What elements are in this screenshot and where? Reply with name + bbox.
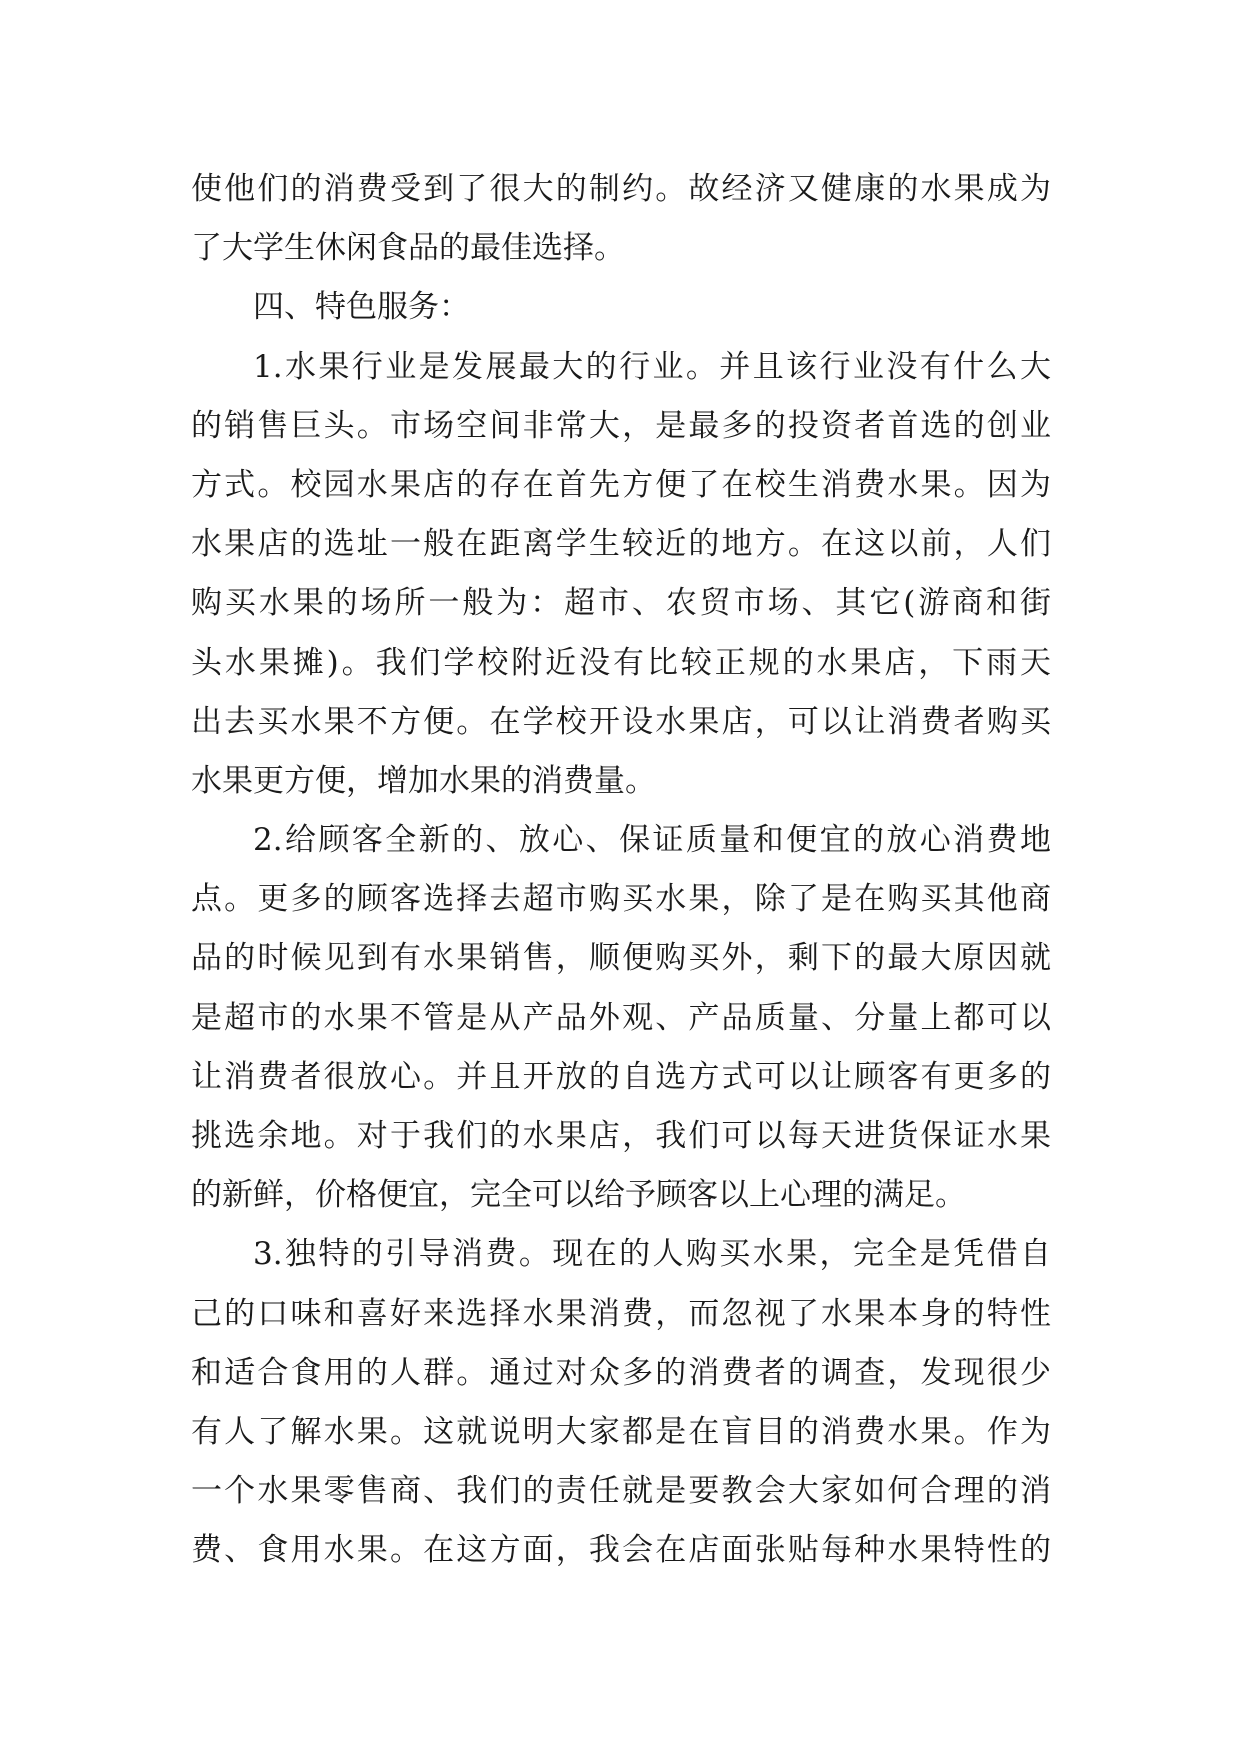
text-line: 水果更方便，增加水果的消费量。 — [191, 762, 656, 799]
text-line: 是超市的水果不管是从产品外观、产品质量、分量上都可以 — [191, 999, 1051, 1036]
text-line: 费、食用水果。在这方面，我会在店面张贴每种水果特性的 — [191, 1532, 1051, 1569]
text-line: 头水果摊)。我们学校附近没有比较正规的水果店，下雨天 — [191, 644, 1051, 681]
text-line: 出去买水果不方便。在学校开设水果店，可以让消费者购买 — [191, 703, 1051, 740]
text-line: 和适合食用的人群。通过对众多的消费者的调查，发现很少 — [191, 1354, 1051, 1391]
text-line: 方式。校园水果店的存在首先方便了在校生消费水果。因为 — [191, 466, 1051, 503]
text-line: 有人了解水果。这就说明大家都是在盲目的消费水果。作为 — [191, 1413, 1051, 1450]
text-line: 的新鲜，价格便宜，完全可以给予顾客以上心理的满足。 — [191, 1177, 966, 1214]
text-line: 一个水果零售商、我们的责任就是要教会大家如何合理的消 — [191, 1473, 1051, 1510]
text-line: 点。更多的顾客选择去超市购买水果，除了是在购买其他商 — [191, 881, 1051, 918]
document-body — [191, 160, 1051, 1581]
text-line: 购买水果的场所一般为：超市、农贸市场、其它(游商和街 — [191, 585, 1051, 622]
text-line: 1.水果行业是发展最大的行业。并且该行业没有什么大 — [253, 348, 1051, 385]
text-line: 使他们的消费受到了很大的制约。故经济又健康的水果成为 — [191, 171, 1051, 207]
text-line: 的销售巨头。市场空间非常大，是最多的投资者首选的创业 — [191, 407, 1051, 444]
text-line: 品的时候见到有水果销售，顺便购买外，剩下的最大原因就 — [191, 940, 1051, 977]
text-line: 3.独特的引导消费。现在的人购买水果，完全是凭借自 — [253, 1236, 1051, 1273]
text-line: 挑选余地。对于我们的水果店，我们可以每天进货保证水果 — [191, 1118, 1051, 1154]
section-heading: 四、特色服务： — [253, 289, 470, 326]
text-line: 2.给顾客全新的、放心、保证质量和便宜的放心消费地 — [253, 822, 1051, 859]
text-line: 水果店的选址一般在距离学生较近的地方。在这以前，人们 — [191, 526, 1051, 563]
text-line: 让消费者很放心。并且开放的自选方式可以让顾客有更多的 — [191, 1058, 1051, 1095]
text-line: 己的口味和喜好来选择水果消费，而忽视了水果本身的特性 — [191, 1295, 1051, 1332]
text-line: 了大学生休闲食品的最佳选择。 — [191, 230, 625, 267]
